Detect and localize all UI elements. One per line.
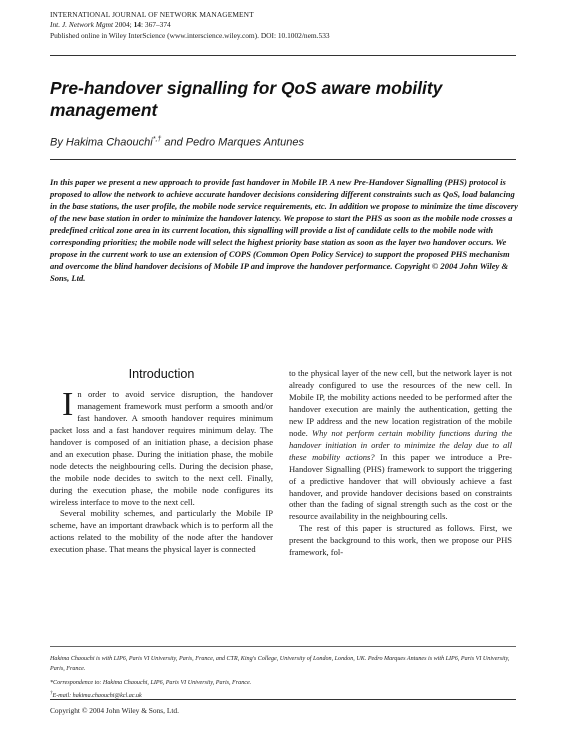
copyright: Copyright © 2004 John Wiley & Sons, Ltd.	[50, 706, 179, 715]
footnotes	[50, 655, 516, 701]
author-marks: *,†	[152, 136, 162, 143]
intro-paragraph-1-text: n order to avoid service disruption, the handover management framework must perform a smooth and/or fast handover. A smooth handover requires minimum packet loss and a fast handover requires minimum delay. The handover is composed of an initiation phase, a decision phase and an execution phase. During the initiation phase, the mobile node detects the neighbouring cells. During the decision phase, the mobile node decides to switch to the next cell. Finally, during the execution phase, the mobile node configures its wireless interface to move to the next cell.	[50, 388, 273, 507]
authors-rest: and Pedro Marques Antunes	[161, 136, 304, 149]
author-line	[50, 136, 520, 149]
running-header	[50, 10, 520, 41]
intro-paragraph-1	[50, 385, 273, 509]
drop-cap-letter: I	[62, 385, 74, 423]
authors-first: By Hakima Chaouchi	[50, 136, 153, 149]
citation-year: 2004;	[114, 20, 132, 30]
right-paragraph-2: The rest of this paper is structured as follows. First, we present the background to this work, then we propose our PHS framework, fol-	[289, 523, 512, 558]
citation-journal: Int. J. Network Mgmt	[50, 20, 114, 30]
citation-pages: : 367–374	[140, 20, 171, 30]
citation-line	[50, 20, 520, 30]
footnote-email: E-mail: hakima.chaouchi@kcl.ac.uk	[52, 692, 142, 699]
right-paragraph-1-question: Why not perform certain mobility functions during the handover initiation in order to minimize the delay due to all these mobility actions?	[289, 427, 512, 462]
paper-title: Pre-handover signalling for QoS aware mobility management	[50, 78, 443, 120]
email-mark: †	[50, 689, 53, 696]
right-column	[289, 368, 512, 559]
intro-paragraph-2: Several mobility schemes, and particularly the Mobile IP scheme, have an important drawback which is to perform all the actions related to the mobility of the node after the handover execution phase. That means the physical layer is connected	[50, 508, 273, 555]
abstract: In this paper we present a new approach to provide fast handover in Mobile IP. A new Pre-Handover Signalling (PHS) protocol is proposed to allow the network to achieve accurate handover decisions considering different constraints such as QoS, load balancing in the base stations, the user profile, the mobile node service requirements, etc. In addition we propose to minimize the time discovery of the new base station in order to minimize the handover latency. We propose to start the PHS as soon as the mobile node crosses a predefined critical zone area in its current location, this signalling will provide a list of candidate cells to the mobile node with corresponding priorities; the mobile node will select the highest priority base station as soon as the layer two handover occurs. We propose in the current work to use an extension of COPS (Common Open Policy Service) to support the proposed PHS mechanism and overcome the blind handover decisions of Mobile IP and improve the handover performance. Copyright © 2004 John Wiley & Sons, Ltd.	[50, 177, 518, 283]
left-column	[50, 368, 273, 556]
authors-rule	[50, 159, 516, 160]
right-paragraph-1-a: to the physical layer of the new cell, but the network layer is not already configured to use the resources of the new cell. In Mobile IP, the mobility actions needed to be performed after the handover execution are mainly the authentication, getting the new IP address and the new location registration of the mobile node.	[289, 368, 512, 438]
footnote-affiliation: Hakima Chaouchi is with LIP6, Paris VI University, Paris, France, and CTR, King's College, University of London, London, UK. Pedro Marques Antunes is with LIP6, Paris VI University, Paris, France.	[50, 656, 510, 672]
right-paragraph-1	[289, 368, 512, 523]
right-paragraph-1-b: In this paper we introduce a Pre-Handover Signalling (PHS) framework to support the triggering of a predictive handover that will obviously achieve a fast handover, and provide handover decisions based on constraints other than the fading of signal strength such as the cost or the resource availability in the neighbouring cells.	[289, 451, 512, 522]
footnote-correspondence: *Correspondence to: Hakima Chaouchi, LIP6, Paris VI University, Paris, France.	[50, 680, 252, 687]
footnote-rule	[50, 646, 516, 647]
copyright-rule	[50, 699, 516, 700]
section-heading-introduction: Introduction	[128, 367, 195, 381]
citation-volume: 14	[133, 20, 141, 30]
publication-line: Published online in Wiley InterScience (www.interscience.wiley.com). DOI: 10.1002/nem.533	[50, 30, 330, 40]
header-rule	[50, 55, 516, 56]
journal-name: INTERNATIONAL JOURNAL OF NETWORK MANAGEMENT	[50, 10, 254, 19]
